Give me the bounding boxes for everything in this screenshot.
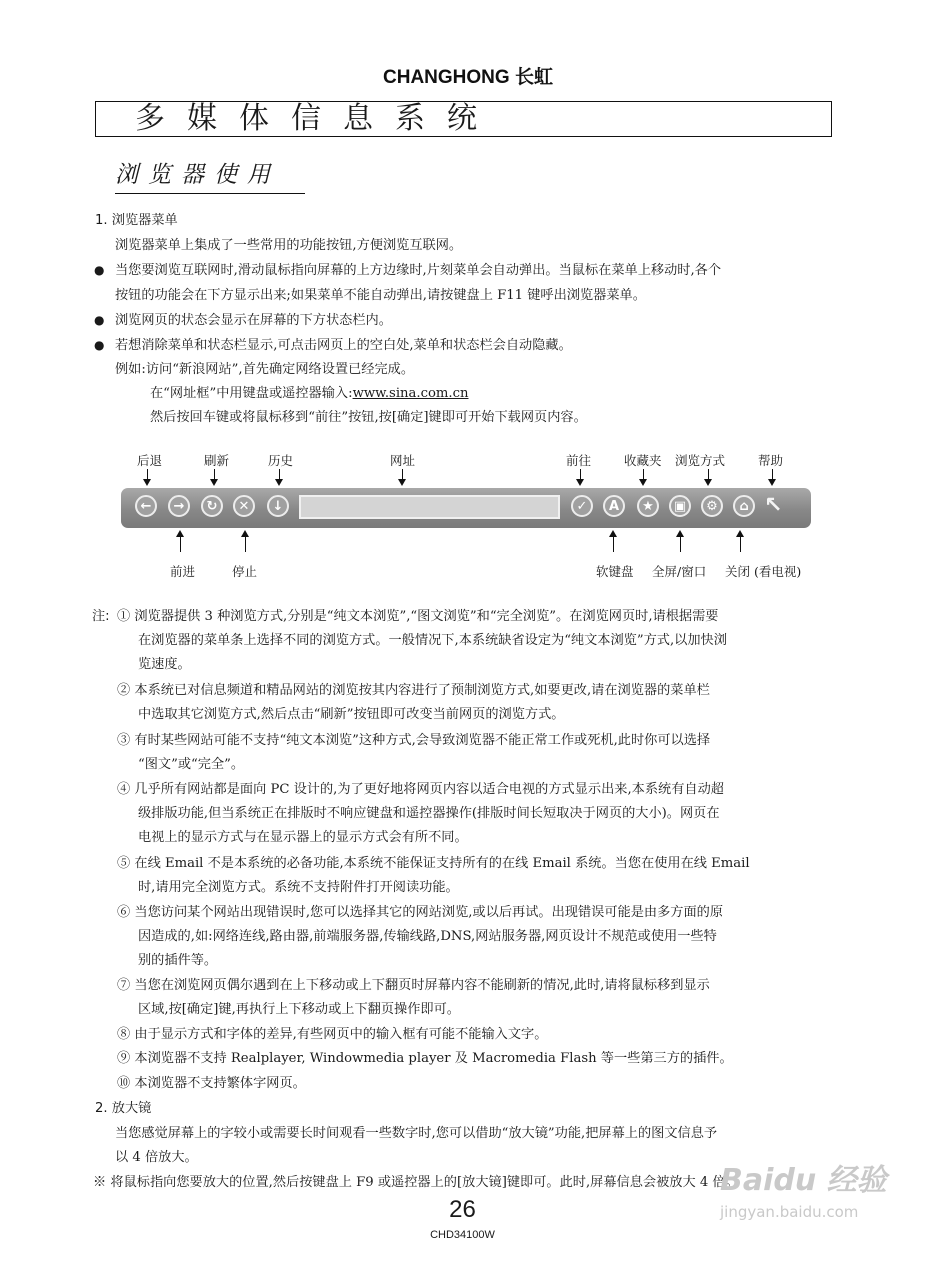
url-input[interactable] [299,495,560,519]
label-help: 帮助 [758,453,784,468]
label-browse-mode: 浏览方式 [675,453,726,468]
note7-line1: ⑦ 当您在浏览网页偶尔遇到在上下移动或上下翻页时屏幕内容不能刷新的情况,此时,请将鼠标移到显示 [117,978,710,993]
arrow-down [772,469,773,480]
section-subtitle: 浏览器使用 [115,156,305,194]
arrow-up [180,536,181,552]
help-icon[interactable]: ↖ [764,493,783,518]
note1-line1: ① 浏览器提供 3 种浏览方式,分别是“纯文本浏览”,“图文浏览”和“完全浏览”。在浏览网页时,请根据需要 [117,609,719,624]
note5-line2: 时,请用完全浏览方式。系统不支持附件打开阅读功能。 [138,880,459,895]
bullet1-line1: 当您要浏览互联网时,滑动鼠标指向屏幕的上方边缘时,片刻菜单会自动弹出。当鼠标在菜单上移动时,各个 [115,263,722,278]
fullscreen-icon[interactable]: ▣ [669,495,691,517]
brand-logo: CHANGHONG 长虹 [383,67,553,88]
section1-intro: 浏览器菜单上集成了一些常用的功能按钮,方便浏览互联网。 [115,238,463,253]
note4-line2: 级排版功能,但当系统正在排版时不响应键盘和遥控器操作(排版时间长短取决于网页的大小)。网页在 [138,806,720,821]
arrow-up [740,536,741,552]
note4-line1: ④ 几乎所有网站都是面向 PC 设计的,为了更好地将网页内容以适合电视的方式显示出来,本系统有自动超 [117,782,724,797]
model-number: CHD34100W [430,1229,495,1241]
watermark-url: jingyan.baidu.com [720,1203,859,1221]
arrow-up [680,536,681,552]
page-title: 多媒体信息系统 [135,101,499,136]
note9: ⑨ 本浏览器不支持 Realplayer, Windowmedia player 及 Macromedia Flash 等一些第三方的插件。 [117,1051,733,1066]
note10: ⑩ 本浏览器不支持繁体字网页。 [117,1076,306,1091]
arrow-down [708,469,709,480]
section2-line1: 当您感觉屏幕上的字较小或需要长时间观看一些数字时,您可以借助“放大镜”功能,把屏幕上的图文信息予 [115,1126,718,1141]
arrow-up [613,536,614,552]
label-favorites: 收藏夹 [624,453,662,468]
bullet-dot: ● [94,338,105,352]
example-step1 [150,385,469,403]
example-step2: 然后按回车键或将鼠标移到“前往”按钮,按[确定]键即可开始下载网页内容。 [150,410,587,425]
note6-line3: 别的插件等。 [138,953,218,968]
go-icon[interactable]: ✓ [571,495,593,517]
note2-line1: ② 本系统已对信息频道和精品网站的浏览按其内容进行了预制浏览方式,如要更改,请在浏览器的菜单栏 [117,683,710,698]
label-keyboard: 软键盘 [596,564,634,579]
label-refresh: 刷新 [204,453,230,468]
refresh-icon[interactable]: ↻ [201,495,223,517]
arrow-up [245,536,246,552]
favorites-icon[interactable]: ★ [637,495,659,517]
arrow-down [580,469,581,480]
arrow-down [279,469,280,480]
arrow-down [214,469,215,480]
label-history: 历史 [268,453,294,468]
close-tv-icon[interactable]: ⌂ [733,495,755,517]
label-fullscreen: 全屏/窗口 [652,564,707,579]
browser-toolbar [121,488,811,528]
note6-line2: 因造成的,如:网络连线,路由器,前端服务器,传输线路,DNS,网站服务器,网页设计不规范或使用一些特 [138,929,717,944]
label-back: 后退 [137,453,163,468]
bullet-dot: ● [94,263,105,277]
arrow-down [147,469,148,480]
label-stop: 停止 [232,564,258,579]
note2-line2: 中选取其它浏览方式,然后点击“刷新”按钮即可改变当前网页的浏览方式。 [138,707,565,722]
example-step1-prefix: 在“网址框”中用键盘或遥控器输入: [150,386,353,401]
section2-heading: 2. 放大镜 [95,1101,152,1116]
notes-prefix: 注: [92,609,110,624]
label-forward: 前进 [170,564,196,579]
note3-line2: “图文”或“完全”。 [138,757,245,772]
note4-line3: 电视上的显示方式与在显示器上的显示方式会有所不同。 [138,830,468,845]
example-text: 例如:访问“新浪网站”,首先确定网络设置已经完成。 [115,362,415,377]
page-number: 26 [449,1196,476,1223]
example-url[interactable]: www.sina.com.cn [352,386,469,401]
stop-icon[interactable]: ✕ [233,495,255,517]
bullet2-text: 浏览网页的状态会显示在屏幕的下方状态栏内。 [115,313,392,328]
note8: ⑧ 由于显示方式和字体的差异,有些网页中的输入框有可能不能输入文字。 [117,1027,548,1042]
browse-mode-icon[interactable]: ⚙ [701,495,723,517]
arrow-down [643,469,644,480]
note3-line1: ③ 有时某些网站可能不支持“纯文本浏览”这种方式,会导致浏览器不能正常工作或死机,此时你可以选择 [117,733,711,748]
label-url: 网址 [390,453,416,468]
bullet-dot: ● [94,313,105,327]
forward-icon[interactable]: → [168,495,190,517]
keyboard-icon[interactable]: A [603,495,625,517]
bullet1-line2: 按钮的功能会在下方显示出来;如果菜单不能自动弹出,请按键盘上 F11 键呼出浏览器菜单。 [115,288,646,303]
note1-line3: 览速度。 [138,657,191,672]
section2-line2: 以 4 倍放大。 [115,1150,198,1165]
section1-heading: 1. 浏览器菜单 [95,213,178,228]
note7-line2: 区域,按[确定]键,再执行上下移动或上下翻页操作即可。 [138,1002,460,1017]
section2-tip: ※ 将鼠标指向您要放大的位置,然后按键盘上 F9 或遥控器上的[放大镜]键即可。此时,屏幕信息会被放大 4 倍。 [93,1175,739,1190]
arrow-down [402,469,403,480]
label-go: 前往 [566,453,592,468]
note1-line2: 在浏览器的菜单条上选择不同的浏览方式。一般情况下,本系统缺省设定为“纯文本浏览”方式,以加快浏 [138,633,727,648]
note5-line1: ⑤ 在线 Email 不是本系统的必备功能,本系统不能保证支持所有的在线 Email 系统。当您在使用在线 Email [117,856,750,871]
bullet3-text: 若想消除菜单和状态栏显示,可点击网页上的空白处,菜单和状态栏会自动隐藏。 [115,338,572,353]
label-close-tv: 关闭 (看电视) [725,564,802,579]
history-icon[interactable]: ↓ [267,495,289,517]
note6-line1: ⑥ 当您访问某个网站出现错误时,您可以选择其它的网站浏览,或以后再试。出现错误可能是由多方面的原 [117,905,724,920]
back-icon[interactable]: ← [135,495,157,517]
watermark-brand: Baidu 经验 [720,1163,887,1198]
